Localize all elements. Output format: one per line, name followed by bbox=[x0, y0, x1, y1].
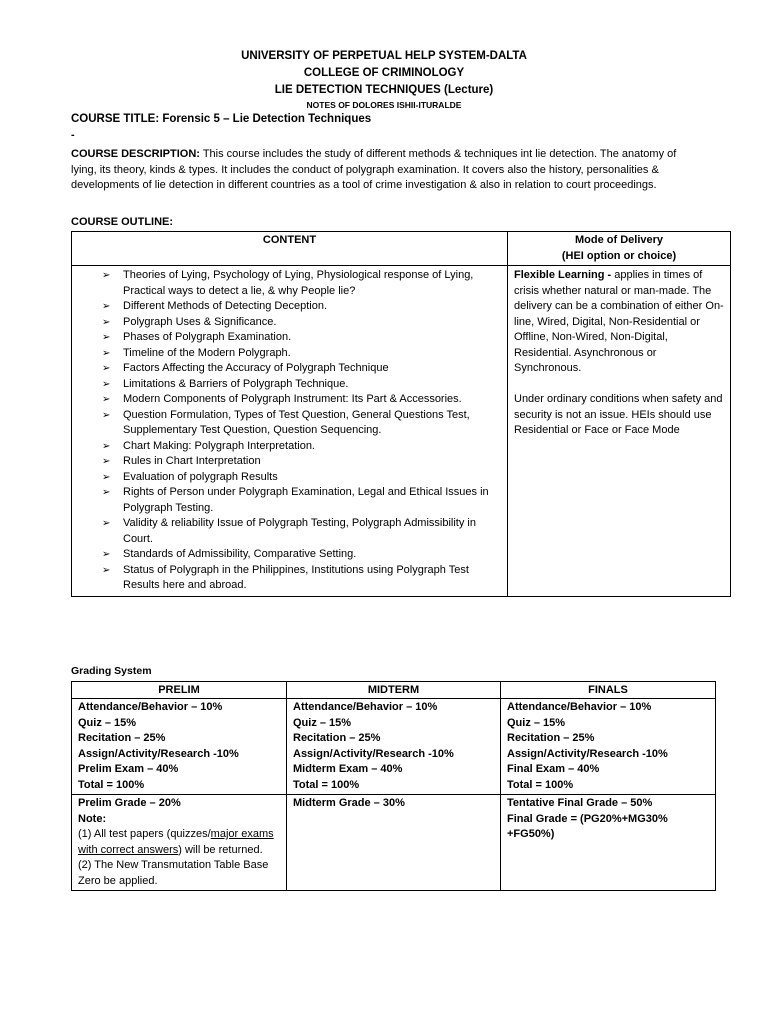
mode-column-header: Mode of Delivery (HEI option or choice) bbox=[508, 232, 731, 266]
note-label: Note: bbox=[78, 812, 107, 825]
notes-author: NOTES OF DOLORES ISHII-ITURALDE bbox=[306, 100, 462, 110]
finals-grade-cell bbox=[501, 795, 716, 891]
arrow-bullet-icon: ➢ bbox=[102, 518, 111, 529]
course-outline-table bbox=[71, 231, 731, 597]
prelim-breakdown: Attendance/Behavior – 10% Quiz – 15% Recitation – 25% Assign/Activity/Research -10% Prelim Exam – 40% Total = 100% bbox=[72, 699, 287, 795]
prelim-grade: Prelim Grade – 20% bbox=[78, 797, 181, 809]
arrow-bullet-icon: ➢ bbox=[102, 332, 111, 343]
grading-system-label: Grading System bbox=[71, 665, 152, 677]
course-description-line-3: developments of lie detection in different countries as a tool of crime investigation & also in relation to court proceedings. bbox=[71, 179, 657, 191]
arrow-bullet-icon: ➢ bbox=[102, 270, 111, 281]
subject-title: LIE DETECTION TECHNIQUES (Lecture) bbox=[274, 84, 494, 96]
outline-item-text: Validity & reliability Issue of Polygraph Testing, Polygraph Admissibility in Court. bbox=[123, 517, 476, 545]
outline-item bbox=[72, 408, 503, 439]
outline-item-text: Modern Components of Polygraph Instrument: Its Part & Accessories. bbox=[123, 393, 462, 405]
outline-item-text: Chart Making: Polygraph Interpretation. bbox=[123, 439, 315, 452]
finals-header: FINALS bbox=[501, 682, 716, 699]
prelim-grade-cell bbox=[72, 795, 287, 891]
arrow-bullet-icon: ➢ bbox=[102, 564, 111, 576]
outline-item bbox=[72, 377, 503, 393]
final-grade-formula-2: +FG50%) bbox=[507, 828, 555, 840]
outline-item-text: Rules in Chart Interpretation bbox=[123, 455, 261, 467]
outline-item-text: Status of Polygraph in the Philippines, Institutions using Polygraph Test Results here and abroad. bbox=[123, 563, 469, 591]
outline-item bbox=[72, 361, 503, 377]
note-1: (1) All test papers (quizzes/major exams with correct answers) will be returned. bbox=[78, 828, 274, 856]
course-description-line-1: COURSE DESCRIPTION: This course includes the study of different methods & techniques int lie detection. The anatomy of bbox=[71, 148, 677, 160]
midterm-grade: Midterm Grade – 30% bbox=[293, 797, 405, 809]
outline-item bbox=[72, 454, 503, 470]
outline-item bbox=[72, 315, 503, 331]
content-list bbox=[72, 266, 507, 596]
grading-weight-row bbox=[72, 795, 716, 891]
course-title-dash: - bbox=[71, 129, 75, 141]
outline-item-text: Question Formulation, Types of Test Question, General Questions Test, Supplementary Test Question, Question Sequencing. bbox=[123, 408, 470, 436]
outline-item bbox=[72, 392, 503, 408]
outline-item-text: Polygraph Uses & Significance. bbox=[123, 315, 277, 328]
outline-item bbox=[72, 299, 503, 315]
note-2: (2) The New Transmutation Table Base Zero be applied. bbox=[78, 859, 269, 887]
college-name: COLLEGE OF CRIMINOLOGY bbox=[303, 67, 465, 79]
outline-item-text: Limitations & Barriers of Polygraph Technique. bbox=[123, 377, 349, 390]
outline-item bbox=[72, 346, 503, 362]
outline-item bbox=[72, 268, 503, 299]
outline-item bbox=[72, 330, 503, 346]
grading-breakdown-row bbox=[72, 699, 716, 795]
arrow-bullet-icon: ➢ bbox=[102, 316, 111, 328]
course-description bbox=[71, 147, 731, 194]
arrow-bullet-icon: ➢ bbox=[102, 456, 111, 467]
outline-header-row bbox=[72, 232, 731, 266]
arrow-bullet-icon: ➢ bbox=[102, 378, 111, 390]
content-column-header: CONTENT bbox=[72, 232, 508, 266]
university-name: UNIVERSITY OF PERPETUAL HELP SYSTEM-DALTA bbox=[241, 50, 527, 62]
course-description-line-2: lying, its theory, kinds & types. It includes the conduct of polygraph examination. It covers also the history, personalities & bbox=[71, 163, 659, 176]
outline-item-text: Standards of Admissibility, Comparative Setting. bbox=[123, 548, 357, 560]
outline-item bbox=[72, 547, 503, 563]
arrow-bullet-icon: ➢ bbox=[102, 487, 111, 498]
outline-item-text: Evaluation of polygraph Results bbox=[123, 470, 278, 483]
mode-cell bbox=[508, 266, 731, 597]
outline-item-text: Rights of Person under Polygraph Examination, Legal and Ethical Issues in Polygraph Testing. bbox=[123, 486, 489, 514]
course-title bbox=[71, 112, 371, 128]
outline-item-text: Theories of Lying, Psychology of Lying, Physiological response of Lying, Practical ways to detect a lie, & why People lie? bbox=[123, 269, 474, 297]
grading-table bbox=[71, 681, 716, 891]
outline-item bbox=[72, 485, 503, 516]
arrow-bullet-icon: ➢ bbox=[102, 347, 111, 359]
ordinary-conditions-text: Under ordinary conditions when safety and security is not an issue. HEIs should use Residential or Face or Face Mode bbox=[514, 393, 723, 436]
outline-item bbox=[72, 439, 503, 455]
outline-item-text: Factors Affecting the Accuracy of Polygraph Technique bbox=[123, 362, 389, 374]
outline-item bbox=[72, 516, 503, 547]
arrow-bullet-icon: ➢ bbox=[102, 394, 111, 405]
arrow-bullet-icon: ➢ bbox=[102, 471, 111, 483]
midterm-header: MIDTERM bbox=[287, 682, 501, 699]
course-title-value: Forensic 5 – Lie Detection Techniques bbox=[162, 113, 372, 125]
outline-item-text: Phases of Polygraph Examination. bbox=[123, 331, 292, 343]
course-title-label: COURSE TITLE: bbox=[71, 113, 160, 125]
tentative-final-grade: Tentative Final Grade – 50% bbox=[507, 797, 653, 809]
content-cell bbox=[72, 266, 508, 597]
course-outline-label: COURSE OUTLINE: bbox=[71, 216, 174, 228]
prelim-header: PRELIM bbox=[72, 682, 287, 699]
arrow-bullet-icon: ➢ bbox=[102, 440, 111, 452]
arrow-bullet-icon: ➢ bbox=[102, 549, 111, 560]
course-description-label: COURSE DESCRIPTION: bbox=[71, 148, 200, 160]
flexible-learning-text: Flexible Learning - applies in times of crisis whether natural or man-made. The delivery can be a combination of either On-line, Wired, Digital, Non-Residential or Offline, Non-Wired, Non-Digital, Residential. Asynchronous or Synchronous. bbox=[514, 269, 724, 374]
grading-header-row bbox=[72, 682, 716, 699]
midterm-breakdown: Attendance/Behavior – 10% Quiz – 15% Recitation – 25% Assign/Activity/Research -10% Midterm Exam – 40% Total = 100% bbox=[287, 699, 501, 795]
outline-body-row bbox=[72, 266, 731, 597]
arrow-bullet-icon: ➢ bbox=[102, 301, 111, 312]
outline-item bbox=[72, 563, 503, 594]
outline-item bbox=[72, 470, 503, 486]
outline-item-text: Timeline of the Modern Polygraph. bbox=[123, 346, 291, 359]
arrow-bullet-icon: ➢ bbox=[102, 363, 111, 374]
midterm-grade-cell bbox=[287, 795, 501, 891]
final-grade-formula-1: Final Grade = (PG20%+MG30% bbox=[507, 812, 668, 825]
finals-breakdown: Attendance/Behavior – 10% Quiz – 15% Recitation – 25% Assign/Activity/Research -10% Final Exam – 40% Total = 100% bbox=[501, 699, 716, 795]
arrow-bullet-icon: ➢ bbox=[102, 409, 111, 421]
outline-item-text: Different Methods of Detecting Deception. bbox=[123, 300, 328, 312]
